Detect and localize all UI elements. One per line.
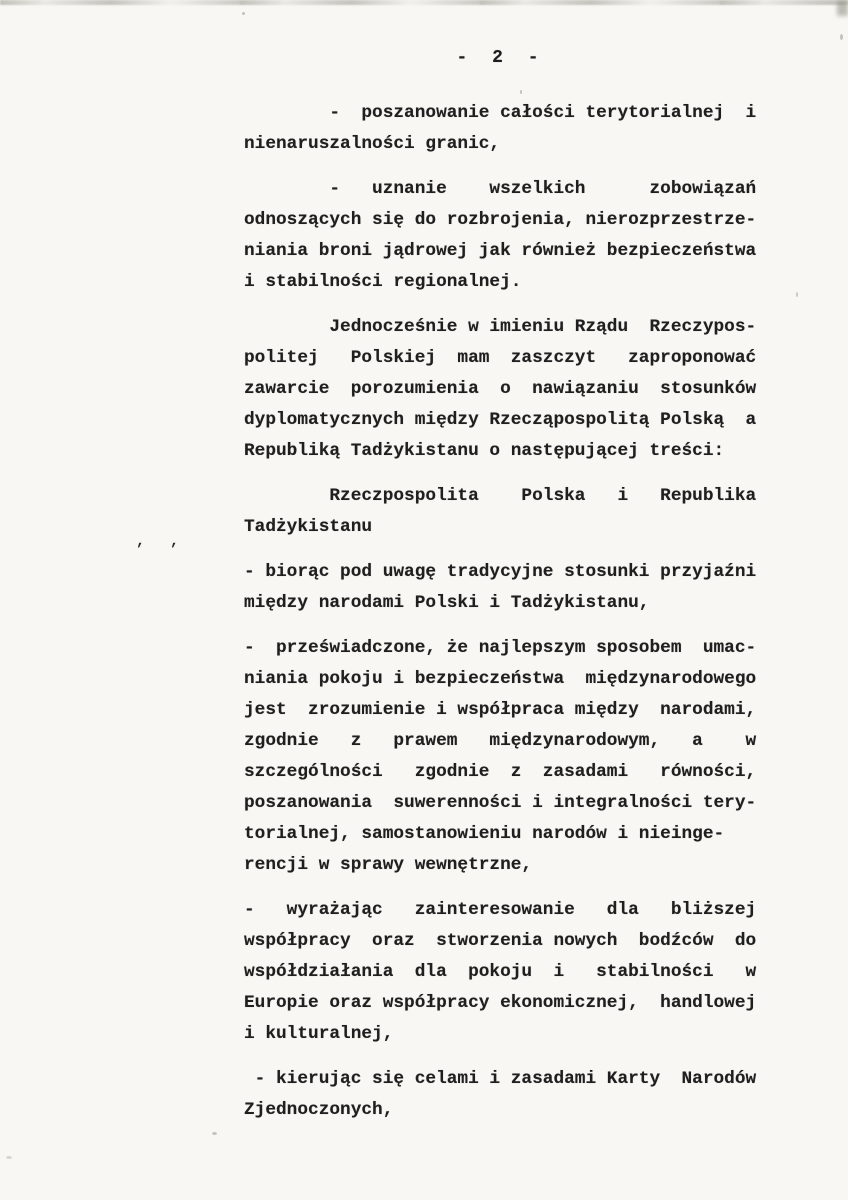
text-line: Zjednoczonych, bbox=[244, 1100, 394, 1120]
scan-speck bbox=[6, 1156, 12, 1159]
text-line: - poszanowanie całości terytorialnej i bbox=[244, 103, 757, 123]
text-line: - kierując się celami i zasadami Karty Narodów bbox=[244, 1069, 757, 1089]
text-line: zawarcie porozumienia o nawiązaniu stosunków bbox=[244, 379, 757, 399]
scan-corner-artifact bbox=[837, 0, 848, 16]
text-line: szczególności zgodnie z zasadami równości, bbox=[244, 762, 757, 782]
paragraph bbox=[244, 98, 764, 160]
text-line: niania pokoju i bezpieczeństwa międzynarodowego bbox=[244, 669, 757, 689]
text-line: rencji w sprawy wewnętrzne, bbox=[244, 855, 533, 875]
paragraph bbox=[244, 557, 764, 619]
text-line: torialnej, samostanowieniu narodów i nieinge- bbox=[244, 824, 725, 844]
margin-stray-mark: , , bbox=[136, 533, 188, 550]
text-line: Tadżykistanu bbox=[244, 517, 373, 537]
paragraph bbox=[244, 1064, 764, 1126]
text-line: niania broni jądrowej jak również bezpieczeństwa bbox=[244, 241, 757, 261]
scan-edge-artifact bbox=[0, 0, 848, 5]
text-line: - przeświadczone, że najlepszym sposobem umac- bbox=[244, 638, 757, 658]
paragraph bbox=[244, 633, 764, 881]
text-line: Jednocześnie w imieniu Rządu Rzeczypos- bbox=[244, 317, 757, 337]
text-line: - wyrażając zainteresowanie dla bliższej bbox=[244, 900, 757, 920]
text-line: politej Polskiej mam zaszczyt zaproponować bbox=[244, 348, 757, 368]
text-line: Rzeczpospolita Polska i Republika bbox=[244, 486, 757, 506]
text-line: dyplomatycznych między Rzecząpospolitą Polską a bbox=[244, 410, 757, 430]
paragraph bbox=[244, 895, 764, 1050]
text-line: - uznanie wszelkich zobowiązań bbox=[244, 179, 757, 199]
scan-speck bbox=[212, 1132, 217, 1135]
scan-speck bbox=[242, 12, 245, 15]
text-line: nienaruszalności granic, bbox=[244, 134, 501, 154]
text-line: odnoszących się do rozbrojenia, nierozprzestrze- bbox=[244, 210, 757, 230]
text-line: współpracy oraz stworzenia nowych bodźców do bbox=[244, 931, 757, 951]
text-line: poszanowania suwerenności i integralności tery- bbox=[244, 793, 757, 813]
document-body bbox=[244, 98, 764, 1140]
text-line: i kulturalnej, bbox=[244, 1024, 394, 1044]
text-line: między narodami Polski i Tadżykistanu, bbox=[244, 593, 650, 613]
scan-speck bbox=[520, 90, 522, 94]
scan-speck bbox=[840, 34, 843, 40]
text-line: jest zrozumienie i współpraca między narodami, bbox=[244, 700, 757, 720]
text-line: zgodnie z prawem międzynarodowym, a w bbox=[244, 731, 757, 751]
page-number: - 2 - bbox=[456, 48, 546, 68]
text-line: i stabilności regionalnej. bbox=[244, 272, 522, 292]
paragraph bbox=[244, 312, 764, 467]
text-line: Republiką Tadżykistanu o następującej treści: bbox=[244, 441, 725, 461]
scan-speck bbox=[796, 292, 798, 297]
text-line: - biorąc pod uwagę tradycyjne stosunki przyjaźni bbox=[244, 562, 757, 582]
paragraph bbox=[244, 481, 764, 543]
text-line: Europie oraz współpracy ekonomicznej, handlowej bbox=[244, 993, 757, 1013]
text-line: współdziałania dla pokoju i stabilności w bbox=[244, 962, 757, 982]
paragraph bbox=[244, 174, 764, 298]
